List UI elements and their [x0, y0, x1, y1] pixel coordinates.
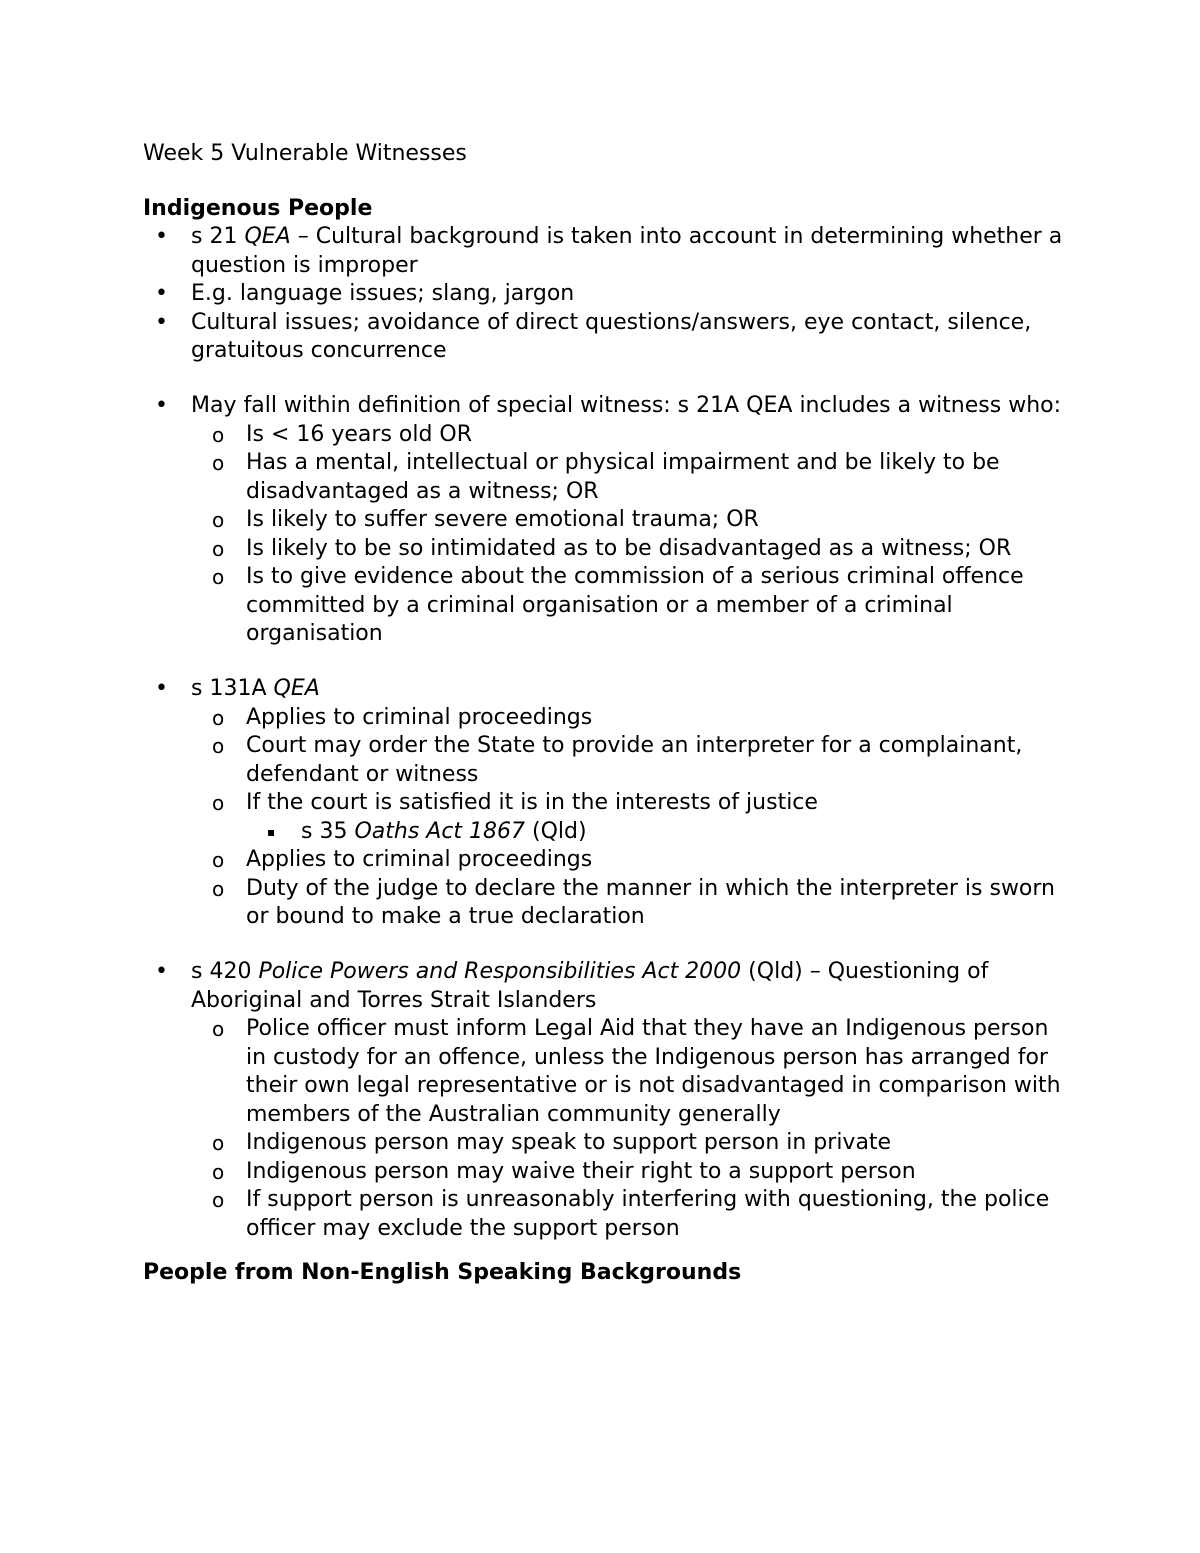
- bullet-list: [143, 223, 1063, 366]
- circle-marker: o: [212, 705, 225, 730]
- bullet-list: [143, 392, 1063, 649]
- sub-list-item: o Indigenous person may speak to support person in private: [143, 1129, 1063, 1158]
- document-body: [143, 140, 1063, 1288]
- list-item: • May fall within definition of special witness: s 21A QEA includes a witness who:: [143, 392, 1063, 421]
- circle-marker: o: [212, 422, 225, 447]
- circle-marker: o: [212, 1188, 225, 1212]
- sub-sub-list-item: ▪ s 35 Oaths Act 1867 (Qld): [143, 818, 1063, 847]
- sub-list-item: o Has a mental, intellectual or physical impairment and be likely to be disadvantaged as a witness; OR: [212, 450, 1000, 504]
- circle-marker: o: [212, 1159, 225, 1184]
- bullet-marker: •: [155, 959, 168, 984]
- circle-marker: o: [212, 1131, 225, 1155]
- sub-list-item: o If support person is unreasonably interfering with questioning, the police officer may exclude the support person: [212, 1187, 1050, 1241]
- bullet-marker: •: [155, 676, 168, 701]
- bullet-marker: •: [155, 393, 168, 418]
- document-title: Week 5 Vulnerable Witnesses: [143, 141, 467, 166]
- circle-marker: o: [212, 508, 225, 532]
- sub-list-item: o Is to give evidence about the commission of a serious criminal offence committed by a criminal organisation or a member of a criminal organisation: [212, 564, 1024, 646]
- bullet-list: [143, 958, 1063, 1243]
- circle-marker: o: [212, 1017, 225, 1041]
- circle-marker: o: [212, 848, 225, 872]
- circle-marker: o: [212, 565, 225, 589]
- sub-list-item: o Duty of the judge to declare the manner in which the interpreter is sworn or bound to make a true declaration: [212, 875, 1055, 929]
- sub-list-item: o Indigenous person may waive their right to a support person: [143, 1158, 1063, 1187]
- bullet-list: [143, 675, 1063, 932]
- circle-marker: o: [212, 451, 225, 475]
- bullet-marker: •: [155, 281, 168, 306]
- circle-marker: o: [212, 876, 225, 901]
- circle-marker: o: [212, 536, 225, 561]
- square-marker: ▪: [267, 824, 276, 839]
- sub-list-item: o If the court is satisfied it is in the interests of justice: [143, 789, 1063, 818]
- section-heading-non-english-speaking: People from Non-English Speaking Backgrounds: [143, 1260, 742, 1285]
- bullet-marker: •: [155, 309, 168, 335]
- sub-list-item: o Is likely to be so intimidated as to be disadvantaged as a witness; OR: [143, 535, 1063, 564]
- sub-list-item: o Applies to criminal proceedings: [143, 846, 1063, 875]
- circle-marker: o: [212, 791, 225, 815]
- list-item: • s 131A QEA: [143, 675, 1063, 704]
- sub-list-item: o Police officer must inform Legal Aid that they have an Indigenous person in custody for an offence, unless the Indigenous person has arranged for their own legal representative or is not disadvantaged in comparison with members of the Australian community generally: [212, 1016, 1061, 1127]
- circle-marker: o: [212, 734, 225, 758]
- sub-list-item: o Is likely to suffer severe emotional trauma; OR: [143, 506, 1063, 535]
- list-item: • s 21 QEA – Cultural background is taken into account in determining whether a question is improper: [155, 224, 1063, 278]
- section-heading-indigenous-people: Indigenous People: [143, 195, 373, 221]
- bullet-marker: •: [155, 224, 168, 249]
- sub-list-item: o Applies to criminal proceedings: [143, 704, 1063, 733]
- list-item: • s 420 Police Powers and Responsibilities Act 2000 (Qld) – Questioning of Aboriginal and Torres Strait Islanders: [155, 959, 989, 1013]
- list-item: • E.g. language issues; slang, jargon: [143, 280, 1063, 309]
- sub-list-item: o Is < 16 years old OR: [143, 421, 1063, 450]
- list-item: • Cultural issues; avoidance of direct questions/answers, eye contact, silence, gratuitous concurrence: [155, 309, 1032, 363]
- sub-list-item: o Court may order the State to provide an interpreter for a complainant, defendant or witness: [212, 733, 1023, 787]
